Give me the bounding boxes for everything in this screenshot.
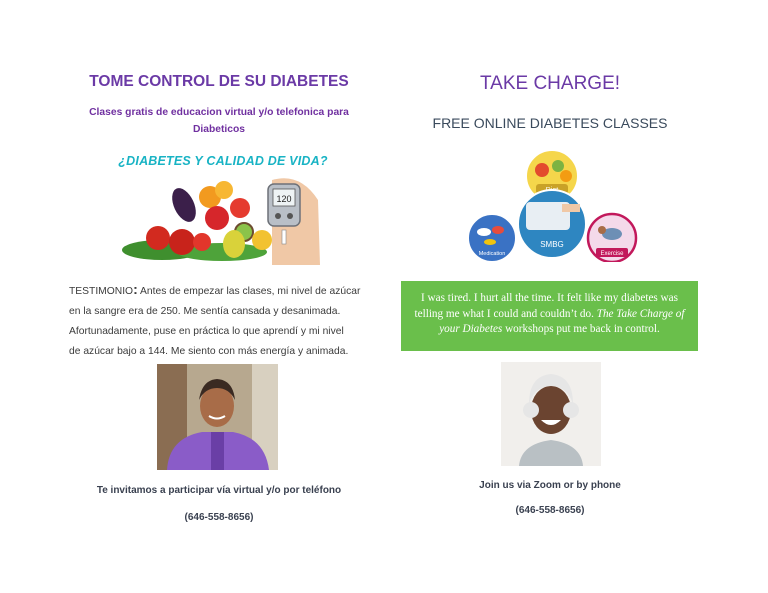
diagram-exercise-label: Exercise bbox=[600, 251, 624, 257]
left-banner: ¿DIABETES Y CALIDAD DE VIDA? bbox=[118, 154, 328, 168]
testimonial-line1: Antes de empezar las clases, mi nivel de azúcar bbox=[137, 286, 361, 297]
testimonial-line2: en la sangre era de 250. Me sentía cansada y desanimada. bbox=[69, 306, 341, 317]
testimonial-quote-box bbox=[401, 281, 698, 351]
quote-text-italic: The Take Charge of your Diabetes bbox=[439, 307, 685, 335]
testimonial-label: TESTIMONIO bbox=[69, 286, 134, 297]
quote-text-part2: workshops put me back in control. bbox=[502, 323, 660, 335]
woman-photo bbox=[157, 364, 278, 470]
right-join-text: Join us via Zoom or by phone bbox=[479, 480, 621, 491]
older-woman-photo bbox=[501, 362, 601, 466]
right-subtitle: FREE ONLINE DIABETES CLASSES bbox=[432, 115, 668, 131]
testimonial-line3: Afortunadamente, puse en práctica lo que aprendí y mi nivel bbox=[69, 326, 344, 337]
vegetables-and-glucometer-image bbox=[122, 170, 322, 265]
left-phone-number: (646-558-8656) bbox=[184, 512, 254, 523]
testimonial-line4: de azúcar bajo a 144. Me siento con más energía y animada. bbox=[69, 346, 349, 357]
testimonial-colon: : bbox=[133, 281, 138, 297]
diagram-medication-label: Medication bbox=[478, 251, 506, 257]
left-subtitle-line2: Diabeticos bbox=[192, 124, 246, 135]
left-subtitle bbox=[80, 104, 358, 138]
quote-text-part1: I was tired. I hurt all the time. It felt like my diabetes was telling me what I could and couldn’t do. bbox=[414, 292, 678, 320]
left-subtitle-line1: Clases gratis de educacion virtual y/o telefonica para bbox=[89, 107, 349, 118]
right-phone-number: (646-558-8656) bbox=[515, 505, 585, 516]
diagram-smbg-label: SMBG bbox=[540, 240, 564, 249]
left-invite-text: Te invitamos a participar vía virtual y/o por teléfono bbox=[96, 485, 342, 496]
diabetes-management-diagram bbox=[462, 150, 640, 262]
meter-reading: 120 bbox=[276, 194, 292, 204]
left-testimonial bbox=[69, 279, 369, 362]
left-title: TOME CONTROL DE SU DIABETES bbox=[89, 73, 349, 90]
right-title: TAKE CHARGE! bbox=[479, 73, 621, 94]
